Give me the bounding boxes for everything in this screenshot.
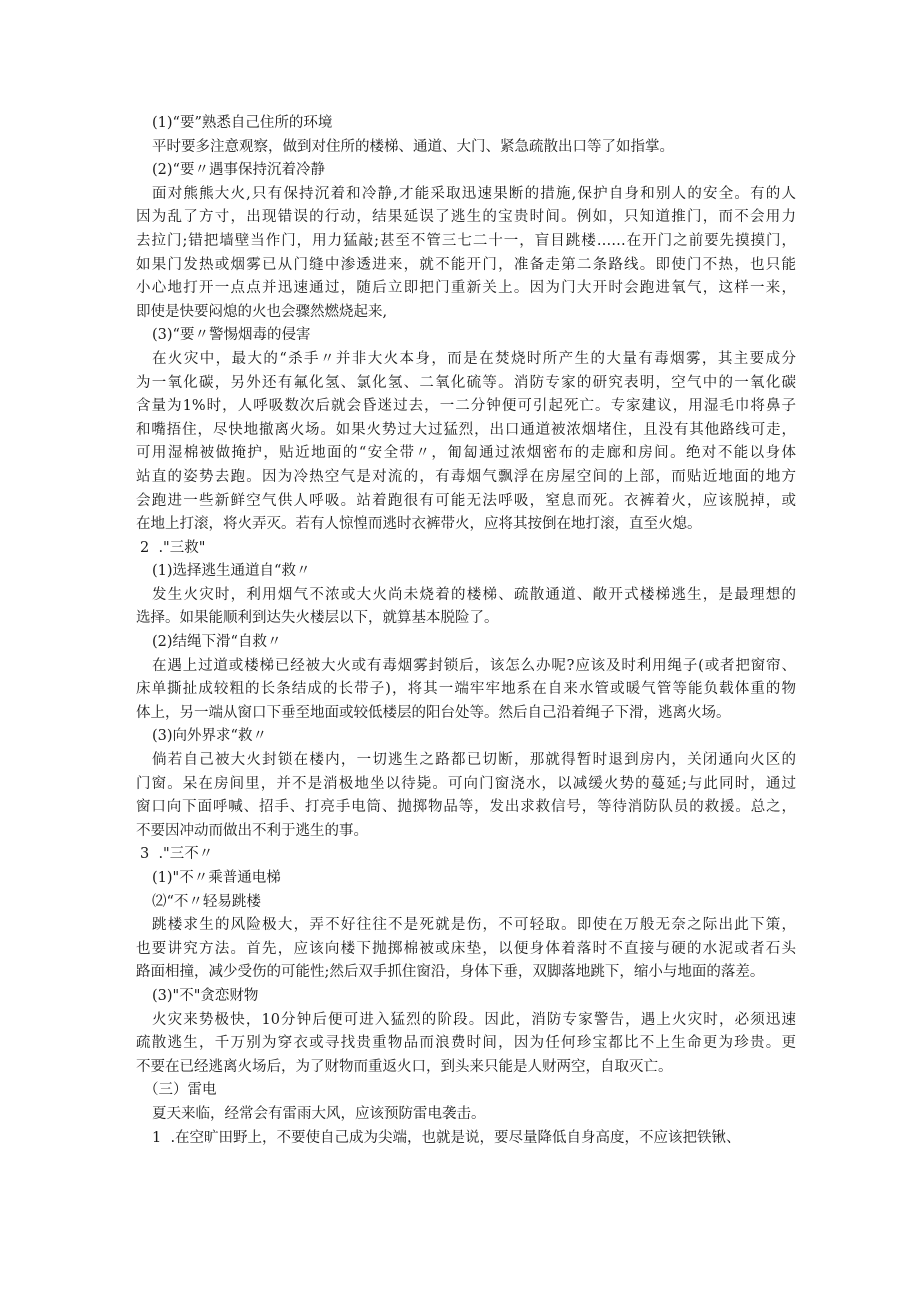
paragraph-line: 因为乱了方寸，出现错误的行动，结果延误了逃生的宝贵时间。例如，只知道推门，而不会用力 (136, 209, 796, 226)
paragraph-line: 发生火灾时，利用烟气不浓或大火尚未烧着的楼梯、疏散通道、敞开式楼梯逃生，是最理想的 (152, 586, 796, 603)
paragraph-line: 小心地打开一点点并迅速通过，随后立即把门重新关上。因为门大开时会跑进氧气，这样一来， (136, 280, 796, 297)
section-heading: 3 ."三不〃 (140, 846, 214, 863)
document-body (136, 112, 796, 1150)
section-heading: 2 ."三救" (140, 539, 206, 556)
paragraph-line: 跳楼求生的风险极大，弄不好往往不是死就是伤，不可轻取。即使在万般无奈之际出此下策， (152, 917, 796, 934)
paragraph-line: 1 .在空旷田野上，不要使自己成为尖端，也就是说，要尽量降低自身高度，不应该把铁锹、 (152, 1129, 741, 1146)
paragraph-line: 床单撕扯成较粗的长条结成的长带子)，将其一端牢牢地系在自来水管或暖气管等能负载体重的物 (136, 681, 796, 698)
subheading: ⑵“不〃轻易跳楼 (152, 893, 261, 910)
paragraph-line: 面对熊熊大火,只有保持沉着和冷静,才能采取迅速果断的措施,保护自身和别人的安全。有的人 (152, 185, 796, 202)
subheading: (2)结绳下滑“自救〃 (152, 634, 282, 651)
subheading: (3)"不"贪恋财物 (152, 987, 259, 1004)
paragraph-line: 站直的姿势去跑。因为冷热空气是对流的，有毒烟气飘浮在房屋空间的上部，而贴近地面的地方 (136, 468, 796, 485)
paragraph-line: 体上，另一端从窗口下垂至地面或较低楼层的阳台处等。然后自己沿着绳子下滑，逃离火场。 (136, 704, 731, 721)
paragraph-line: 在遇上过道或楼梯已经被大火或有毒烟雾封锁后，该怎么办呢?应该及时利用绳子(或者把窗帘、 (152, 657, 796, 674)
paragraph-line: 门窗。呆在房间里，并不是消极地坐以待毙。可向门窗浇水，以减缓火势的蔓延;与此同时，通过 (136, 775, 796, 792)
paragraph-line: 会跑进一些新鲜空气供人呼吸。站着跑很有可能无法呼吸，窒息而死。衣裤着火，应该脱掉，或 (136, 492, 796, 509)
subheading: (3)“要〃警惕烟毒的侵害 (152, 327, 311, 344)
paragraph-line: 和嘴捂住，尽快地撤离火场。如果火势过大过猛烈，出口通道被浓烟堵住，且没有其他路线可走， (136, 421, 796, 438)
paragraph-line: 路面相撞，减少受伤的可能性;然后双手抓住窗沿，身体下垂，双脚落地跳下，缩小与地面的落差。 (136, 964, 765, 981)
paragraph-line: 如果门发热或烟雾已从门缝中渗透进来，就不能开门，准备走第二条路线。即使门不热，也只能 (136, 256, 796, 273)
paragraph-line: 火灾来势极快，10分钟后便可进入猛烈的阶段。因此，消防专家警告，遇上火灾时，必须迅速 (152, 1011, 796, 1028)
subheading: (2)“要〃遇事保持沉着冷静 (152, 162, 325, 179)
paragraph-line: 在地上打滚，将火弄灭。若有人惊惶而逃时衣裤带火，应将其按倒在地打滚，直至火熄。 (136, 516, 702, 533)
subheading: (1)“要”熟悉自己住所的环境 (152, 115, 333, 131)
paragraph-line: 为一氧化碳，另外还有氟化氢、氯化氢、二氧化硫等。消防专家的研究表明，空气中的一氧化碳 (136, 374, 796, 391)
paragraph-line: 在火灾中，最大的“杀手〃并非大火本身，而是在焚烧时所产生的大量有毒烟雾，其主要成分 (152, 350, 796, 367)
section-heading: （三）雷电 (144, 1082, 217, 1099)
paragraph-line: 不要因冲动而做出不利于逃生的事。 (136, 822, 368, 839)
paragraph-line: 含量为1%时，人呼吸数次后就会昏迷过去，一二分钟便可引起死亡。专家建议，用湿毛巾将鼻子 (136, 398, 796, 415)
paragraph-line: 也要讲究方法。首先，应该向楼下抛掷棉被或床垫，以便身体着落时不直接与硬的水泥或者石头 (136, 940, 796, 957)
paragraph-line: 选择。如果能顺利到达失火楼层以下，就算基本脱险了。 (136, 610, 499, 627)
paragraph-line: 去拉门;错把墙壁当作门，用力猛敲;甚至不管三七二十一，盲目跳楼……在开门之前要先摸摸门， (136, 232, 796, 249)
subheading: (3)向外界求“救〃 (152, 728, 267, 745)
paragraph-line: 窗口向下面呼喊、招手、打亮手电筒、抛掷物品等，发出求救信号，等待消防队员的救援。总之， (136, 799, 796, 816)
paragraph-line: 倘若自己被大火封锁在楼内，一切逃生之路都已切断，那就得暂时退到房内，关闭通向火区的 (152, 752, 796, 769)
paragraph-line: 疏散逃生，千万别为穿衣或寻找贵重物品而浪费时间，因为任何珍宝都比不上生命更为珍贵。更 (136, 1035, 796, 1052)
paragraph-line: 即使是快要闷熄的火也会骤然燃烧起来, (136, 303, 388, 320)
paragraph-line: 可用湿棉被做掩护，贴近地面的“安全带〃，匍匐通过浓烟密布的走廊和房间。绝对不能以身体 (136, 445, 796, 462)
subheading: (1)"不〃乘普通电梯 (152, 870, 281, 886)
paragraph-line: 不要在已经逃离火场后，为了财物而重返火口，到头来只能是人财两空，自取灭亡。 (136, 1058, 673, 1075)
paragraph-line: 平时要多注意观察，做到对住所的楼梯、通道、大门、紧急疏散出口等了如指掌。 (152, 138, 674, 155)
paragraph-line: 夏天来临，经常会有雷雨大风，应该预防雷电袭击。 (152, 1105, 486, 1122)
subheading: (1)选择逃生通道自“救〃 (152, 563, 311, 580)
